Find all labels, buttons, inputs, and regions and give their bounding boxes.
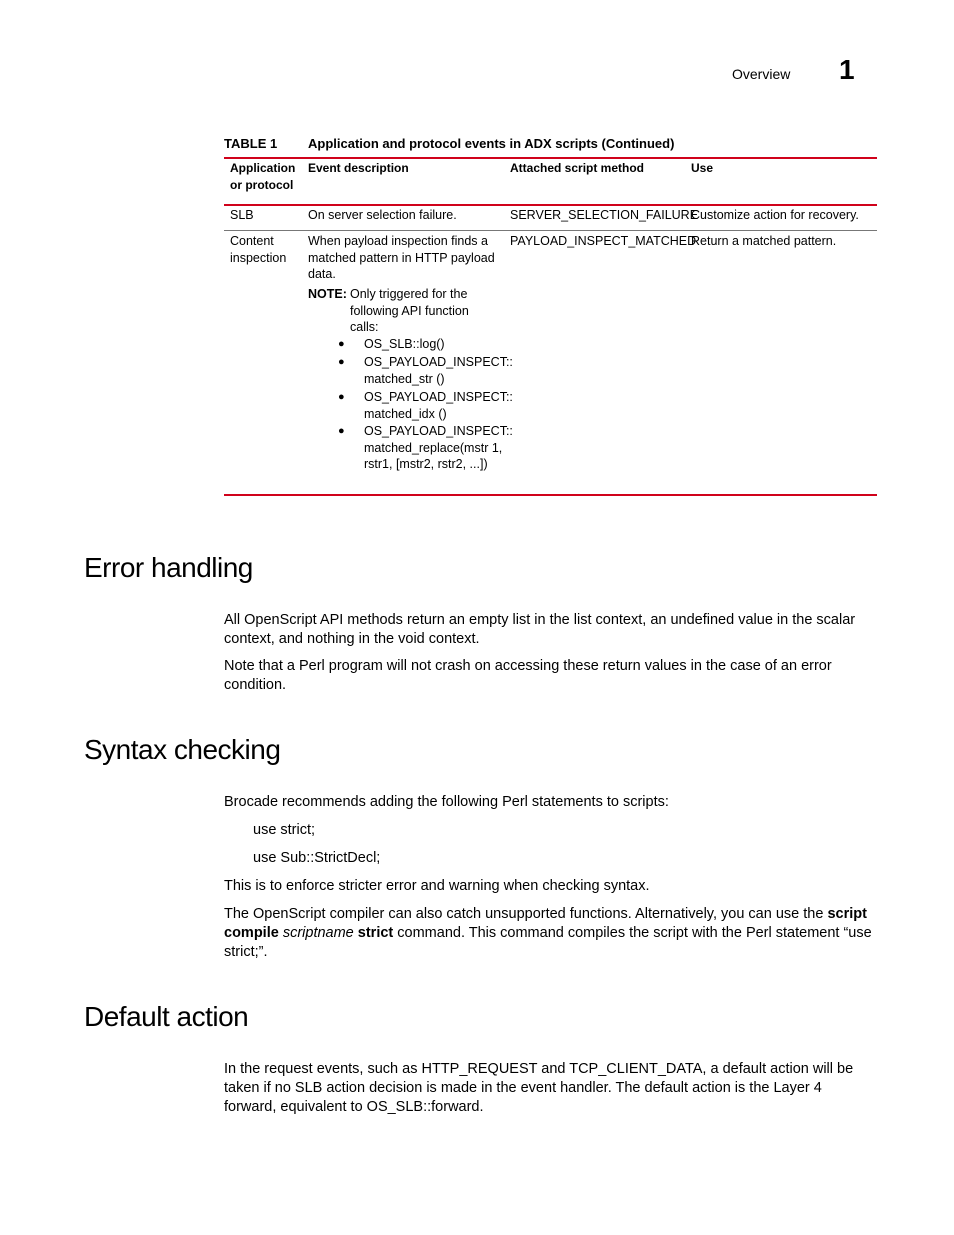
table-caption [224, 136, 877, 151]
paragraph [224, 905, 874, 962]
bullet-icon: ● [338, 338, 345, 350]
list-item-text: OS_PAYLOAD_INSPECT:: matched_str () [364, 355, 513, 386]
table-title: Application and protocol events in ADX scripts (Continued) [308, 136, 675, 151]
note-label: NOTE: [308, 287, 347, 301]
bullet-icon: ● [338, 391, 345, 403]
command-name: script compile [224, 906, 867, 941]
table-row-1-use: Customize action for recovery. [691, 208, 859, 222]
table-row-1-app: SLB [230, 208, 254, 222]
note-text: Only triggered for the following API function calls: [350, 287, 469, 334]
command-argument: scriptname [282, 925, 354, 941]
paragraph: Note that a Perl program will not crash on accessing these return values in the case of an error condition. [224, 658, 832, 693]
table-bottom-rule [224, 494, 877, 496]
code-line: use strict; [253, 822, 316, 838]
table-row-2-event: When payload inspection finds a matched pattern in HTTP payload data. [308, 234, 495, 281]
table-row-2-use: Return a matched pattern. [691, 234, 837, 248]
bullet-icon: ● [338, 425, 345, 437]
chapter-number: 1 [839, 54, 855, 85]
table-top-rule [224, 157, 877, 159]
column-header-event: Event description [308, 161, 409, 175]
paragraph: In the request events, such as HTTP_REQUEST and TCP_CLIENT_DATA, a default action will be taken if no SLB action decision is made in the event handler. The default action is the Layer 4 forward, equivalent to OS_SLB::forward. [224, 1061, 854, 1115]
command-option: strict [357, 925, 394, 941]
column-header-use: Use [691, 161, 714, 175]
text-run: command. This command compiles the script with the Perl statement “use strict;”. [224, 925, 872, 960]
table-row-2-app: Content inspection [230, 234, 287, 265]
table-row-2-method: PAYLOAD_INSPECT_MATCHED [510, 234, 697, 248]
list-item-text: OS_PAYLOAD_INSPECT:: matched_idx () [364, 390, 513, 421]
paragraph: All OpenScript API methods return an empty list in the list context, an undefined value in the scalar context, and nothing in the void context. [224, 612, 856, 647]
running-header-section: Overview [732, 66, 791, 82]
heading-error-handling: Error handling [84, 552, 253, 583]
paragraph: This is to enforce stricter error and warning when checking syntax. [224, 878, 650, 894]
heading-syntax-checking: Syntax checking [84, 734, 281, 765]
table-row-1-event: On server selection failure. [308, 208, 457, 222]
table-row-1-method: SERVER_SELECTION_FAILURE [510, 208, 699, 222]
table-row-divider [224, 230, 877, 231]
code-line: use Sub::StrictDecl; [253, 850, 381, 866]
list-item-text: OS_SLB::log() [364, 337, 445, 351]
column-header-app: Application or protocol [230, 161, 296, 192]
column-header-method: Attached script method [510, 161, 645, 175]
bullet-icon: ● [338, 356, 345, 368]
heading-default-action: Default action [84, 1001, 249, 1032]
list-item-text: OS_PAYLOAD_INSPECT:: matched_replace(mstr 1, rstr1, [mstr2, rstr2, ...]) [364, 424, 513, 471]
table-label: TABLE 1 [224, 136, 278, 151]
text-run: The OpenScript compiler can also catch unsupported functions. Alternatively, you can use the [224, 906, 828, 922]
paragraph: Brocade recommends adding the following Perl statements to scripts: [224, 794, 669, 810]
table-header-rule [224, 204, 877, 206]
